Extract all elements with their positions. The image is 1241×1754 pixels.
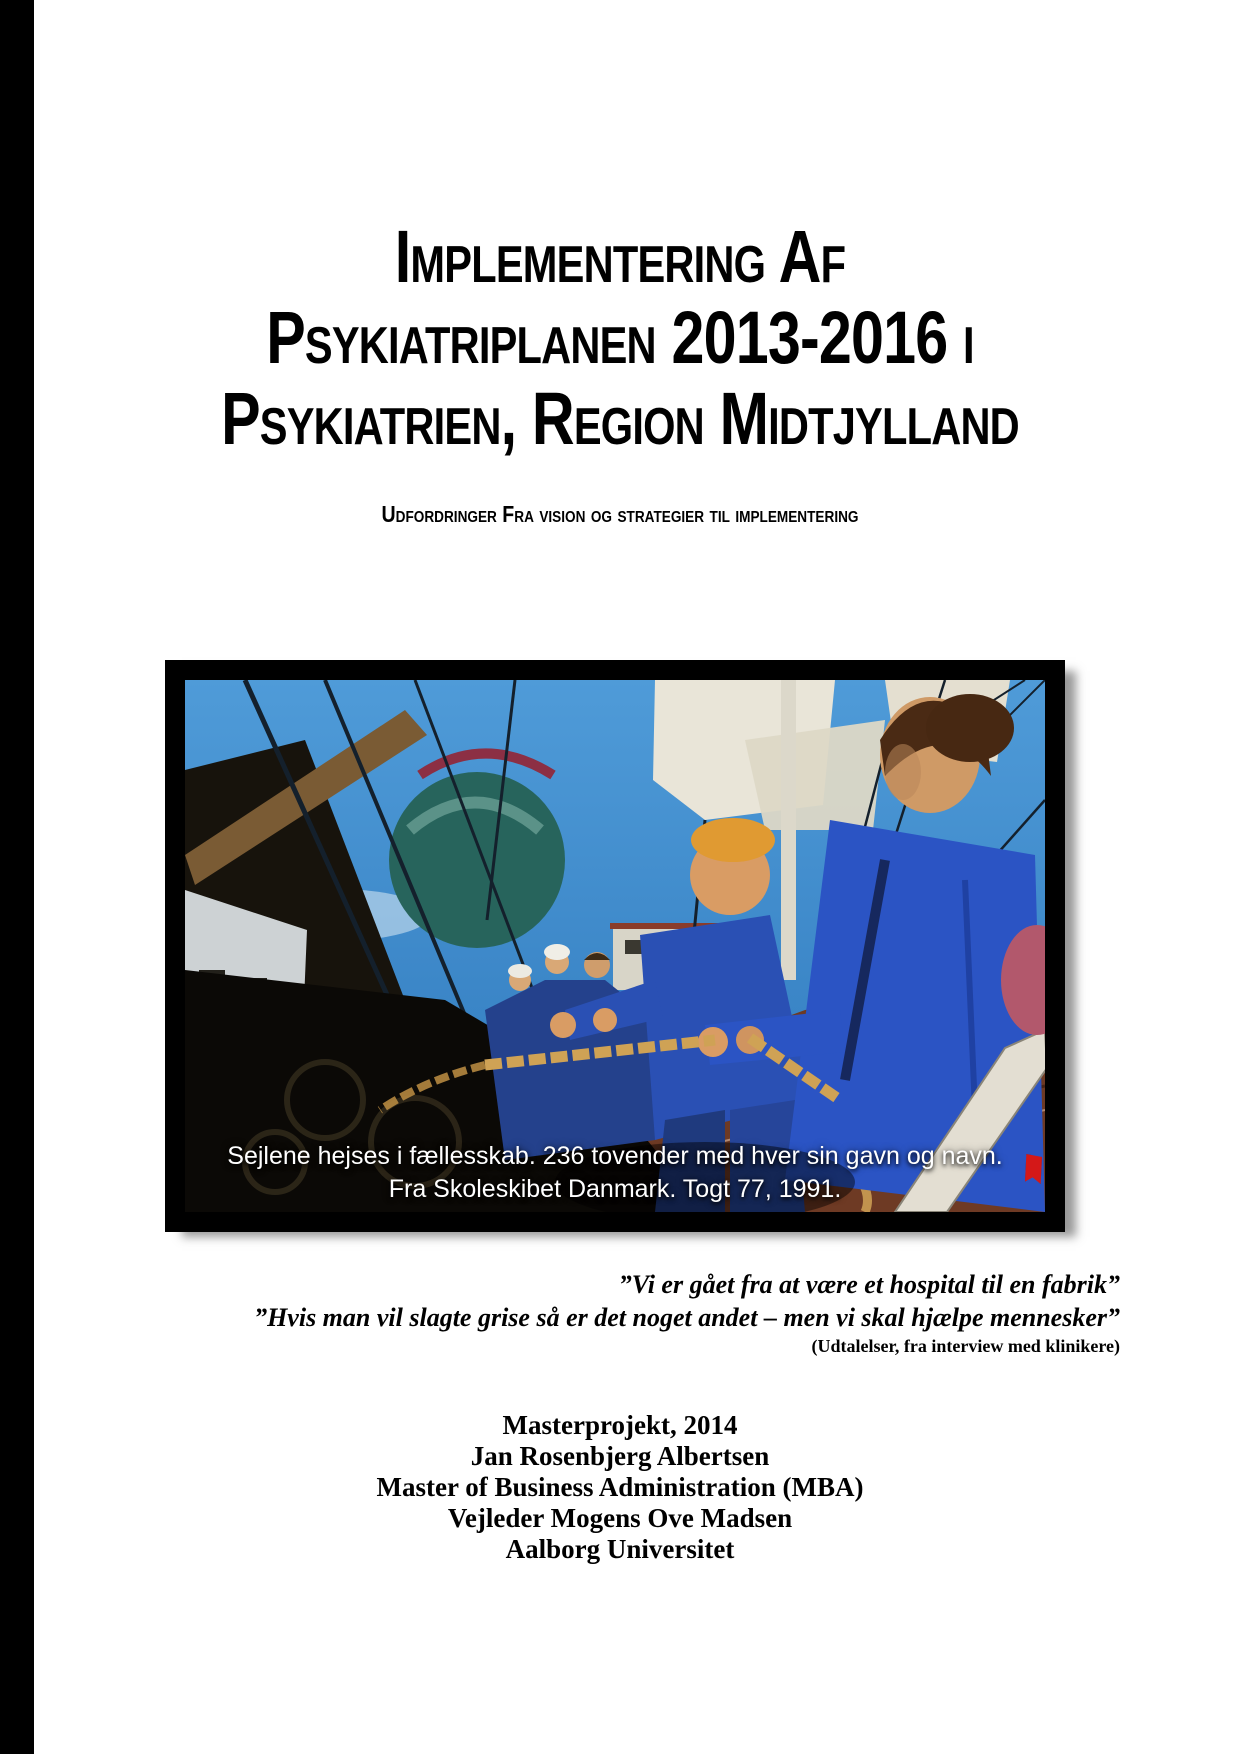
quote-attribution: (Udtalelser, fra interview med klinikere) <box>811 1336 1120 1356</box>
page-title <box>120 216 1120 459</box>
page-left-edge-bar <box>0 0 34 1754</box>
title-line-2: Psykiatriplanen 2013-2016 i <box>266 296 974 379</box>
footer-university-line: Aalborg Universitet <box>505 1534 735 1564</box>
title-line-1: Implementering Af <box>394 215 846 298</box>
subtitle-block <box>120 500 1120 528</box>
quote-line-2: ”Hvis man vil slagte grise så er det noget andet – men vi skal hjælpe mennesker” <box>254 1303 1120 1332</box>
page-subtitle: Udfordringer Fra vision og strategier til implementering <box>381 501 859 527</box>
cover-photo-frame <box>165 660 1065 1232</box>
title-block <box>120 216 1120 459</box>
quote-line-1: ”Vi er gået fra at være et hospital til en fabrik” <box>618 1270 1120 1299</box>
photo-caption <box>185 1140 1045 1206</box>
cover-photo-sailors-hauling-rope <box>185 680 1045 1212</box>
title-line-3: Psykiatrien, Region Midtjylland <box>221 377 1019 460</box>
quotes-block <box>160 1268 1120 1358</box>
footer-project-line: Masterprojekt, 2014 <box>502 1410 738 1440</box>
footer-author-line: Jan Rosenbjerg Albertsen <box>470 1441 770 1471</box>
footer-supervisor-line: Vejleder Mogens Ove Madsen <box>447 1503 793 1533</box>
photo-caption-line-2: Fra Skoleskibet Danmark. Togt 77, 1991. <box>388 1175 842 1203</box>
footer-block <box>120 1410 1120 1565</box>
photo-caption-line-1: Sejlene hejses i fællesskab. 236 tovender med hver sin gavn og navn. <box>227 1142 1003 1170</box>
footer-program-line: Master of Business Administration (MBA) <box>376 1472 864 1502</box>
ship-photo-illustration <box>185 680 1045 1212</box>
